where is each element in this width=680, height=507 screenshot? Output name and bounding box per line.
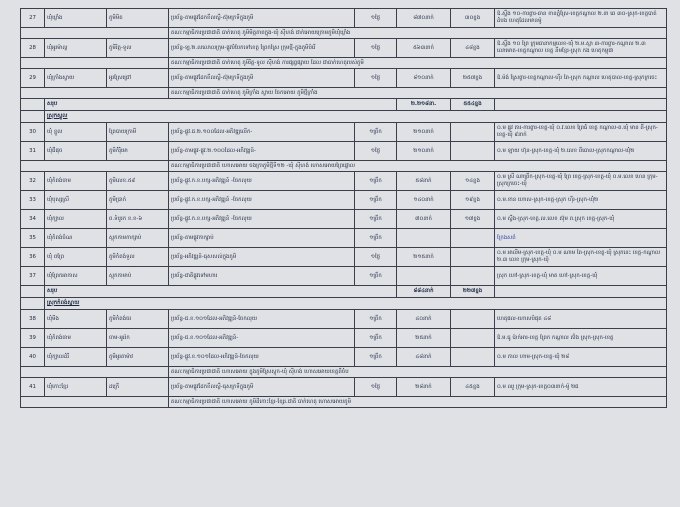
table-cell: 38 <box>21 310 45 329</box>
table-cell: គណៈកម្មាធិការប្រជាជាតិ ធាក់ហេតុ ភូមិក្រាំង ស្វាយ ចែកអោយ ភូមិថ្មីក្រាំង <box>169 88 667 99</box>
table-cell: ១ថ្ងៃ <box>355 69 397 88</box>
note-row <box>21 88 667 99</box>
table-cell: ០.ម អាលីម-ស្រុក-ខេត្ត-ឃុំ ០.ម ណាម ពៃ-ស្រុក-ខេត្ត-ឃុំ ស្រុកនេះ ខេត្ត-កណ្ដាល ២.៣ លេខ ក្រុម-ស្រុក-ឃុំ <box>495 248 667 267</box>
table-cell: ភូមិកំពង់ចរ <box>107 310 169 329</box>
table-cell: ១ព្រឹក <box>355 191 397 210</box>
table-cell: ឃុំក្បាល <box>45 210 107 229</box>
table-cell: ១ព្រឹក <box>355 123 397 142</box>
table-cell: ២៥នាក់ <box>397 329 451 348</box>
table-cell <box>21 286 45 298</box>
table-cell: ចាម-អូររ៉ក <box>107 329 169 348</box>
table-row <box>21 378 667 397</box>
table-cell: ភូមិអូរតាម៉ាវ <box>107 348 169 367</box>
table-cell: ១ព្រឹក <box>355 210 397 229</box>
table-cell <box>495 99 667 111</box>
table-cell: ០.ម ឈួ ក្រុម-ស្រុក-ខេត្ត០៣នាក់-ម៉ូ ២ជ <box>495 378 667 397</box>
table-cell: ៤០នាក់ <box>397 310 451 329</box>
table-cell: 33 <box>21 191 45 210</box>
table-cell <box>451 142 495 161</box>
table-cell: ១ថ្ងៃ <box>355 248 397 267</box>
table-cell: ០.ម ស្រី ណាព្រឹក-ស្រុក-ខេត្ត-ឃុំ ព្រៃ ខេត្ត-ស្រុក-ខេត្ត-ឃុំ ០.ម.លេខ ហេន ក្រុម-ស្រុកក្រចេះ-ឃុំ <box>495 172 667 191</box>
table-cell <box>451 248 495 267</box>
table-cell: 30 <box>21 123 45 142</box>
table-cell: ប្រព័ន្ធ-ផ្លូវ.ជ.២.១០០ដែល-អភិវឌ្ឍលើក- <box>169 123 355 142</box>
table-cell: ប្រព័ន្ធ-ផ្លូវ.ខ.១០១ដែល-អភិវឌ្ឍន៍-ចែកលុយ <box>169 348 355 367</box>
table-row <box>21 229 667 248</box>
table-cell: ឱ.ស្ទឹង ១០-ការព្ចារ-ឆាន ខានភ្នំស្រែ-ខេត្តកណ្ដាល ២.នា ឆេ ៣០-ស្រុក-ខេត្តបាត់ដំបង ហេតុដែលមានម៉ូ <box>495 9 667 28</box>
table-cell <box>21 99 45 111</box>
table-cell: 36 <box>21 248 45 267</box>
table-cell: 27 <box>21 9 45 28</box>
table-cell <box>397 229 451 248</box>
table-cell: ឃុំជីផុច <box>45 142 107 161</box>
table-cell: ប្រព័ន្ធ-តាមផ្លូវ-ផ្លូវ.២.១០០ដែល-អភិវឌ្ឍន៍- <box>169 142 355 161</box>
table-cell: ១ព្រឹក <box>355 348 397 367</box>
table-cell: ២.២១៨នា. <box>397 99 451 111</box>
table-cell <box>451 348 495 367</box>
table-cell: ព្រៃបាយ​ក្រាមី <box>107 123 169 142</box>
table-cell: ឱ.ម៉ង់ ស្រែព្ចារ-ខេត្តកណ្ដាល-ហ៊ីរ ពៃ-ស្រុក កណ្ដាល ហេតុបាល-ខេត្ត-ស្រុកក្រចេះ <box>495 69 667 88</box>
table-cell: ២១៥នាក់ <box>397 248 451 267</box>
table-cell: ប្រព័ន្ធ-តាមផ្លូវដែកខឹលស្លឹ-ធុសក្រទីក្នុងភូមិ <box>169 378 355 397</box>
table-cell: គណៈកម្មាធិការប្រជាជាតិ ធាក់ហេតុ ភូមិរិត្ត-ទូល ស៊ីហង់ ការផ្សព្វផ្សាយ ដែល ជាធាក់ហេតុរបស់ភូមិ <box>169 58 667 69</box>
table-row <box>21 348 667 367</box>
table-cell: ភូមិរិ​ត្ត-ទូល <box>107 39 169 58</box>
summary-row <box>21 286 667 298</box>
section-header-row <box>21 298 667 310</box>
table-cell: ០.ម ភាល ហាម-ស្រុក-ខេត្ត-ឃុំ ២៨ <box>495 348 667 367</box>
table-cell: ប្រព័ន្ធ-ឡ.២.លលោលក្រុម-ផ្លូវបំបែកទៅខេត្ត ព្រែកស្រែ ក្រុមថ្មី-ក្នុងភូមិបំរើ <box>169 39 355 58</box>
table-cell: ១ថ្ងៃ <box>355 9 397 28</box>
table-cell: ៨១០នាក់ <box>397 69 451 88</box>
table-cell: ស្តុកកាមកាក្សាប់ <box>107 229 169 248</box>
table-cell: ៤៥ខ្នង <box>451 378 495 397</box>
table-cell: ៣០ខ្នង <box>451 9 495 28</box>
table-row <box>21 329 667 348</box>
table-body <box>21 9 667 408</box>
table-cell: ឃុំបុស្ស​ស្រី <box>45 191 107 210</box>
table-cell: ភូមិមិត <box>107 9 169 28</box>
table-cell: ប្រព័ន្ធ-ជ.ខ.១០១ដែល-អភិវឌ្ឍន៍-ចែកលុយ <box>169 310 355 329</box>
table-cell <box>397 267 451 286</box>
table-cell: គណៈកម្មាធិការប្រជាជាតិ ហោសអោយ ក្នុងភូមិស្រែស្តុក-ឃុំ ស៊ីហង់ ហោសអោយខេត្តពីចំប <box>169 367 667 378</box>
note-row <box>21 28 667 39</box>
table-cell: ភូមិលេខ.៥៩ <box>107 172 169 191</box>
note-row <box>21 161 667 172</box>
table-cell: ព.ទំបូរក ខ.ខ-៦ <box>107 210 169 229</box>
table-cell <box>21 367 169 378</box>
table-cell <box>451 310 495 329</box>
table-cell: ១ព្រឹក <box>355 229 397 248</box>
table-cell: ភូមិប្រាក់ <box>107 191 169 210</box>
handwritten-note: ក្រែងសព៌ <box>497 234 516 241</box>
table-cell <box>21 397 169 408</box>
table-cell: ប្រព័ន្ធ-តាមផ្លូវដែកខឹលស្លឹ-ស៊ុមក្រទីក្នុងភូមិ <box>169 69 355 88</box>
table-row <box>21 39 667 58</box>
table-cell: ប្រព័ន្ធ-តាមផ្លូវកាក្សាប់ <box>169 229 355 248</box>
table-cell: ឃុំកំពង់ចាម <box>45 329 107 348</box>
table-cell: ១៤ខ្នង <box>451 172 495 191</box>
table-cell: សរុប <box>45 99 397 111</box>
table-cell: 40 <box>21 348 45 367</box>
table-cell: ឃុំកោះខ្មែរ <box>45 378 107 397</box>
table-cell: ០.ម ស្ទឹង-ស្រុក-ខេត្ត.ល.លេខ ស៊ុម ព.ស្រុក ខេត្ត-ស្រុក-ឃុំ <box>495 210 667 229</box>
table-cell: ១ព្រឹក <box>355 310 397 329</box>
table-cell: ៧០នាក់ <box>397 210 451 229</box>
table-cell <box>21 298 45 310</box>
table-cell: ឃុំកំពង់ចំណ <box>45 229 107 248</box>
table-cell: ឱ.ម.ធូ ប៉ាក់អារ-ខេត្ត ព្រែក កណ្ដាល ស៊ំង ស្រុក-ស្រុក-ខេត្ត <box>495 329 667 348</box>
table-cell: 39 <box>21 329 45 348</box>
table-cell: ប្រព័ន្ធ-ជ.ខ.១០១ដែល-អភិវឌ្ឍន៍- <box>169 329 355 348</box>
table-cell: ១ព្រឹក <box>355 329 397 348</box>
table-cell: 31 <box>21 142 45 161</box>
table-row <box>21 172 667 191</box>
table-cell: ៤៨ខ្នង <box>451 39 495 58</box>
table-cell: ០.ម.ខាន ហោស-ស្រុក-ខេត្ត-ស្រុក ហ៊ីរ-ស្រុក-ឃុំ២ <box>495 191 667 210</box>
table-cell: ១ព្រឹក <box>355 172 397 191</box>
summary-row <box>21 99 667 111</box>
table-cell <box>21 111 45 123</box>
table-cell: ៥៥៤ខ្នង <box>451 99 495 111</box>
table-cell: ប្រព័ន្ធ-ផ្លូវ.ក.ខ.បក្ស-អភិវឌ្ឍន៍ -ចែកលុយ <box>169 172 355 191</box>
table-cell: 34 <box>21 210 45 229</box>
table-cell: ឃុំអូរម៉ាល្ល <box>45 39 107 58</box>
table-cell: ប្រព័ន្ធ-ផ្លូវ.ក.ខ.បក្ស-អភិវឌ្ឍន៍ -ចែកលុយ <box>169 210 355 229</box>
table-cell <box>495 286 667 298</box>
table-cell: ៥៨នាក់ <box>397 172 451 191</box>
table-cell: ប្រព័ន្ធ-តាមផ្លូវដែកខឹលស្លឹ-ស៊ុមក្រទីក្នុងភូមិ <box>169 9 355 28</box>
table-cell: ភូមិកំពង់ទួល <box>107 248 169 267</box>
note-row <box>21 397 667 408</box>
table-cell: ឃុំ ខ្នួល <box>45 123 107 142</box>
table-cell <box>21 28 169 39</box>
table-cell: 32 <box>21 172 45 191</box>
table-cell: ឃុំមីង <box>45 310 107 329</box>
table-cell: ប្រព័ន្ធ-អភិវឌ្ឍន៍-ធុសសល់ក្នុងភូមិ <box>169 248 355 267</box>
note-row <box>21 58 667 69</box>
table-row <box>21 248 667 267</box>
table-cell: ១៤០នាក់ <box>397 191 451 210</box>
table-cell: គណៈកម្មាធិការប្រជាជាតិ ធាក់ហេតុ ភូមិមិត្តភាពក្នុង-ឃុំ ស៊ីហង់ ជាក់អោយក្រោមភូមិឃុំឃ្លាំង <box>169 28 667 39</box>
table-cell: ១ថ្ងៃ <box>355 142 397 161</box>
table-cell: ១៧ខ្នង <box>451 210 495 229</box>
table-cell: ឃុំក្រាំងស្វាយ <box>45 69 107 88</box>
table-cell: ប្រព័ន្ធ-ផ្លូវ.ក.ខ.បក្ស-អភិវឌ្ឍន៍ -ចែកលុយ <box>169 191 355 210</box>
table-row <box>21 69 667 88</box>
table-cell: ៨៧០នាក់ <box>397 9 451 28</box>
table-cell: ឃុំឃ្លាំង <box>45 9 107 28</box>
table-cell <box>21 161 169 172</box>
table-cell: 28 <box>21 39 45 58</box>
table-cell: សរុប <box>45 286 397 298</box>
table-cell: ២៨នាក់ <box>397 378 451 397</box>
table-cell <box>495 229 667 248</box>
table-row <box>21 267 667 286</box>
note-row <box>21 367 667 378</box>
table-cell: ១៩ខ្នង <box>451 191 495 210</box>
table-cell: គណៈកម្មាធិការប្រជាជាតិ ហោសអោយ ភូមិដីកោះខ្មែរ-ខែ្សរ.ជាតិ ធាក់ហេតុ ហោសអោយភូមិ <box>169 397 667 408</box>
table-cell: ៥៦៣នាក់ <box>397 39 451 58</box>
table-cell: អូរស្រែជ្រៅ <box>107 69 169 88</box>
table-cell: ស្រុក ហៅ-ស្រុក-ខេត្ត-ឃុំ មាត ហៅ-ស្រុក-ខេត្ត-ឃុំ <box>495 267 667 286</box>
table-cell: 35 <box>21 229 45 248</box>
table-cell: គណៈកម្មាធិការប្រជាជាតិ ហោសអោយ ចងក្រាភូមិថ្មីទី១២ -ឃុំ ស៊ីហង់ ហោសអោយព្រៃផ្ទោល <box>169 161 667 172</box>
table-cell <box>451 123 495 142</box>
table-cell: ០.ម ឡាយ ហ៊ុន-ស្រុក-ខេត្ត-ឃុំ ២.លេខ ពីធោល-ស្រុកកណ្ដាល-ឃុំ២ <box>495 142 667 161</box>
table-cell: ឱ.ស្ទឹង ១០ ព្រៃ ក្រុមធានាកម្មលេខ-ឃុំ ២.ម.ស្លា ៣-ការព្ចារ-កណ្ដាល ២.៣ លោមោត-ខេត្តកណ្ដាល ខេត្ត នឹមខ្មែរ-ស្រុក កង ហេតុកម្ពុជា <box>495 39 667 58</box>
table-cell <box>451 267 495 286</box>
table-row <box>21 142 667 161</box>
table-cell: ២៥៧ខ្នង <box>451 69 495 88</box>
records-table <box>20 8 667 408</box>
table-cell: 29 <box>21 69 45 88</box>
table-cell: ឃុំ ពព្រែ <box>45 248 107 267</box>
table-cell: ២២៧ខ្នង <box>451 286 495 298</box>
table-cell: ប្រព័ន្ធ-ជាតិផ្លូវទៅមហារ <box>169 267 355 286</box>
table-cell: ស្រុកស្នួល <box>45 111 667 123</box>
table-cell: ១ព្រឹក <box>355 267 397 286</box>
table-cell: ១ថ្ងៃ <box>355 39 397 58</box>
table-cell: 41 <box>21 378 45 397</box>
table-cell: ឃុំព្រែកអាកាស <box>45 267 107 286</box>
table-cell: ០.ម ផ្លូវ តារ-ការព្ចារ-ខេត្ត-ឃុំ ០.វ.លេខ ព្រៃធំ ខេត្ត កណ្ដាល-ព.ឃុំ មាន ពី-ស្រុក-ខេត្ត-ឃុំ ៩នាក់ <box>495 123 667 142</box>
table-cell: 37 <box>21 267 45 286</box>
table-cell: ២១០នាក់ <box>397 123 451 142</box>
table-cell: ២១០នាក់ <box>397 142 451 161</box>
table-row <box>21 123 667 142</box>
table-cell <box>21 88 169 99</box>
table-cell <box>451 329 495 348</box>
table-cell: ដក្រើ <box>107 378 169 397</box>
table-cell: ឃុំក្បាលដំរី <box>45 348 107 367</box>
table-row <box>21 191 667 210</box>
table-cell: ឃុំកំពង់ចាម <box>45 172 107 191</box>
section-header-row <box>21 111 667 123</box>
table-cell: ភូមិកំរ៉ុំមោ <box>107 142 169 161</box>
table-cell: ហេតុផល-ហោសបំផុត ៤៨ <box>495 310 667 329</box>
table-cell <box>21 58 169 69</box>
table-cell: ស្តុកកាមាប់ <box>107 267 169 286</box>
table-cell: ៤៨នាក់ <box>397 348 451 367</box>
table-cell <box>451 229 495 248</box>
table-row <box>21 210 667 229</box>
table-cell: ស្រុកកំពង់ស្វាយ <box>45 298 667 310</box>
table-cell: ១ថ្ងៃ <box>355 378 397 397</box>
table-row <box>21 310 667 329</box>
table-cell: ៨៨៤នាក់ <box>397 286 451 298</box>
table-row <box>21 9 667 28</box>
